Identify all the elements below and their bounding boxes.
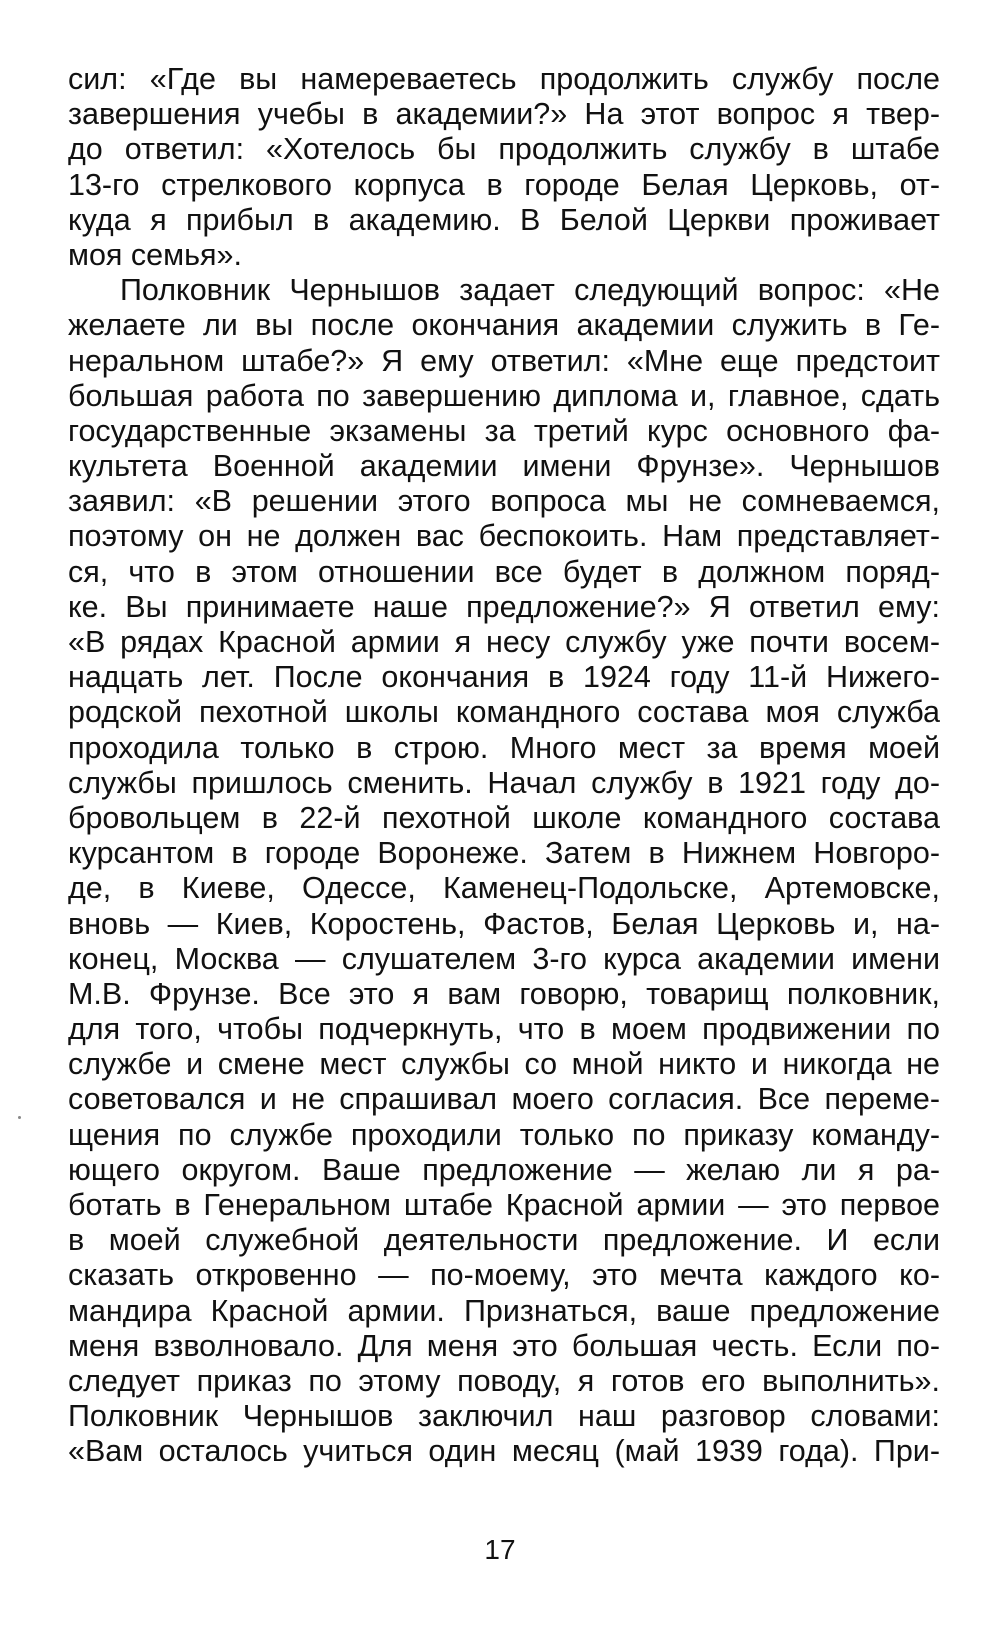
body-text [68,62,940,1470]
text-line: завершения учебы в академии?» На этот вопрос я твер- [68,97,940,132]
text-line: неральном штабе?» Я ему ответил: «Мне еще предстоит [68,343,940,378]
text-line: меня взволновало. Для меня это большая честь. Если по- [68,1328,940,1363]
text-line: большая работа по завершению диплома и, главное, сдать [68,378,940,413]
text-line: курсантом в городе Воронеже. Затем в Нижнем Новгоро- [68,836,940,871]
text-line: культета Военной академии имени Фрунзе». Чернышов [68,449,940,484]
text-line: поэтому он не должен вас беспокоить. Нам представляет- [68,519,940,554]
text-line: 13-го стрелкового корпуса в городе Белая Церковь, от- [68,167,940,202]
text-line: ботать в Генеральном штабе Красной армии — это первое [68,1188,940,1222]
text-line: советовался и не спрашивал моего согласия. Все переме- [68,1082,940,1117]
text-line: государственные экзамены за третий курс основного фа- [68,413,940,448]
page-number: 17 [484,1534,516,1565]
text-line: сказать откровенно — по-моему, это мечта каждого ко- [68,1258,940,1293]
text-line: бровольцем в 22-й пехотной школе командного состава [68,800,940,835]
text-line: в моей служебной деятельности предложение. И если [68,1223,940,1258]
text-line: службе и смене мест службы со мной никто и никогда не [68,1047,940,1082]
text-line: следует приказ по этому поводу, я готов его выполнить». [68,1363,940,1398]
text-line: щения по службе проходили только по приказу команду- [68,1117,940,1152]
paragraph-start-line: Полковник Чернышов задает следующий вопрос: «Не [120,273,940,308]
text-line: надцать лет. После окончания в 1924 году 11-й Нижего- [68,660,940,695]
text-line: куда я прибыл в академию. В Белой Церкви проживает [68,202,940,237]
text-line: проходила только в строю. Много мест за время моей [68,730,940,765]
margin-speck [18,1116,21,1119]
text-line: мандира Красной армии. Признаться, ваше предложение [68,1293,940,1328]
text-line: заявил: «В решении этого вопроса мы не сомневаемся, [68,484,940,519]
text-line: М.В. Фрунзе. Все это я вам говорю, товарищ полковник, [68,976,940,1011]
text-line: «В рядах Красной армии я несу службу уже почти восем- [68,625,940,659]
text-line: желаете ли вы после окончания академии служить в Ге- [68,308,940,343]
text-line: для того, чтобы подчеркнуть, что в моем продвижении по [68,1012,940,1047]
text-line: де, в Киеве, Одессе, Каменец-Подольске, Артемовске, [68,871,940,906]
text-line: службы пришлось сменить. Начал службу в 1921 году до- [68,765,940,800]
text-line: вновь — Киев, Коростень, Фастов, Белая Церковь и, на- [68,906,940,941]
text-line: ющего округом. Ваше предложение — желаю ли я ра- [68,1152,940,1187]
text-line: до ответил: «Хотелось бы продолжить службу в штабе [68,132,940,167]
text-line: ке. Вы принимаете наше предложение?» Я ответил ему: [68,589,940,624]
text-line: ся, что в этом отношении все будет в должном поряд- [68,554,940,589]
text-line: «Вам осталось учиться один месяц (май 1939 года). При- [68,1434,940,1469]
text-line: моя семья». [68,237,242,272]
text-line: конец, Москва — слушателем 3-го курса академии имени [68,941,940,976]
text-line: сил: «Где вы намереваетесь продолжить службу после [68,62,940,96]
text-line: родской пехотной школы командного состава моя служба [68,695,940,730]
text-line: Полковник Чернышов заключил наш разговор словами: [68,1399,940,1434]
